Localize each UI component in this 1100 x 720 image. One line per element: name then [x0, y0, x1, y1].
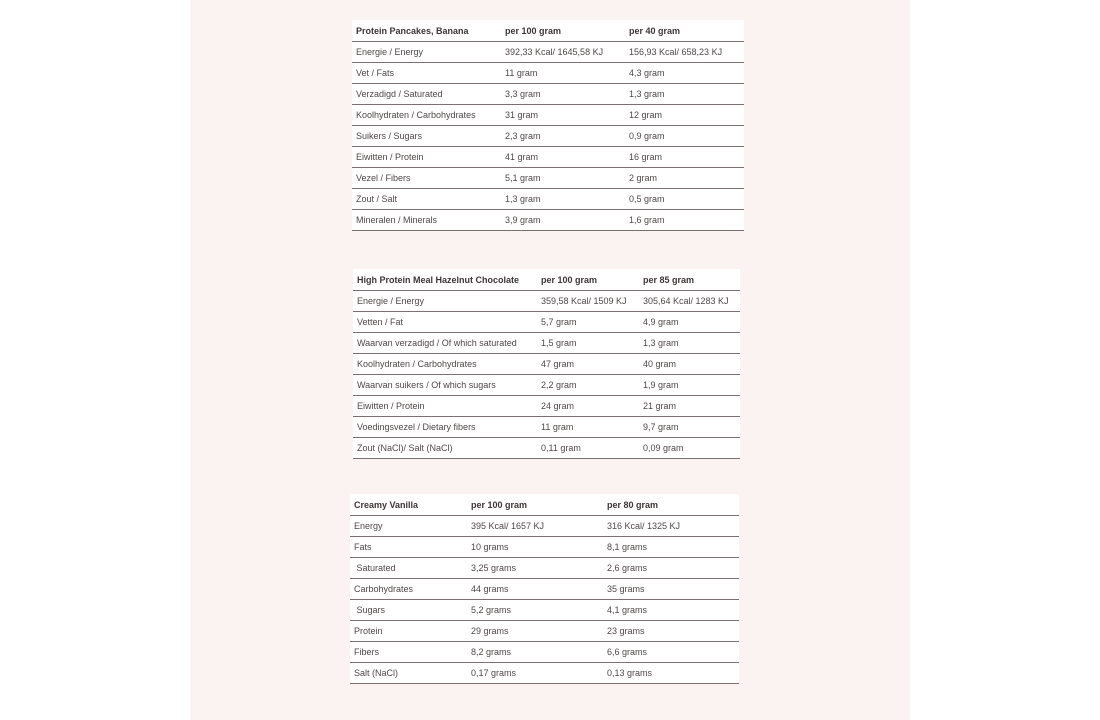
nutrient-label: Eiwitten / Protein	[352, 147, 501, 168]
nutrient-label: Energy	[350, 516, 467, 537]
table-row	[350, 642, 739, 663]
table-row	[353, 333, 740, 354]
per-100-value: 11 gram	[501, 63, 625, 84]
per-portion-value: 4,9 gram	[639, 312, 740, 333]
per-portion-value: 12 gram	[625, 105, 744, 126]
nutrient-label: Saturated	[350, 558, 467, 579]
nutrient-label: Fibers	[350, 642, 467, 663]
table-row	[353, 438, 740, 459]
table-row	[352, 126, 744, 147]
nutrient-label: Vezel / Fibers	[352, 168, 501, 189]
nutrient-label: Zout / Salt	[352, 189, 501, 210]
per-portion-value: 0,5 gram	[625, 189, 744, 210]
nutrient-label: Voedingsvezel / Dietary fibers	[353, 417, 537, 438]
per-portion-value: 2 gram	[625, 168, 744, 189]
per-portion-value: 35 grams	[603, 579, 739, 600]
nutrient-label: Koolhydraten / Carbohydrates	[352, 105, 501, 126]
per-portion-value: 0,09 gram	[639, 438, 740, 459]
nutrient-label: Salt (NaCl)	[350, 663, 467, 684]
nutrient-label: Vet / Fats	[352, 63, 501, 84]
per-100-value: 392,33 Kcal/ 1645,58 KJ	[501, 42, 625, 63]
per-100-value: 1,3 gram	[501, 189, 625, 210]
table-header-row	[352, 20, 744, 42]
per-portion-value: 4,3 gram	[625, 63, 744, 84]
per-100-value: 3,9 gram	[501, 210, 625, 231]
per-100-value: 10 grams	[467, 537, 603, 558]
per-portion-value: 2,6 grams	[603, 558, 739, 579]
per-100-value: 31 gram	[501, 105, 625, 126]
nutrient-label: Energie / Energy	[353, 291, 537, 312]
product-name-header: High Protein Meal Hazelnut Chocolate	[353, 269, 537, 291]
per-100-value: 3,3 gram	[501, 84, 625, 105]
per-portion-value: 23 grams	[603, 621, 739, 642]
nutrient-label: Zout (NaCl)/ Salt (NaCl)	[353, 438, 537, 459]
table-row	[350, 558, 739, 579]
per-portion-header: per 40 gram	[625, 20, 744, 42]
table-row	[352, 168, 744, 189]
per-portion-value: 9,7 gram	[639, 417, 740, 438]
table-header-row	[353, 269, 740, 291]
table-row	[352, 63, 744, 84]
nutrition-table-hazelnut-chocolate	[353, 269, 740, 459]
nutrient-label: Energie / Energy	[352, 42, 501, 63]
per-100-header: per 100 gram	[501, 20, 625, 42]
per-portion-value: 0,9 gram	[625, 126, 744, 147]
per-100-value: 0,11 gram	[537, 438, 639, 459]
per-100-value: 5,7 gram	[537, 312, 639, 333]
table-row	[353, 354, 740, 375]
per-portion-value: 16 gram	[625, 147, 744, 168]
per-portion-value: 8,1 grams	[603, 537, 739, 558]
nutrient-label: Carbohydrates	[350, 579, 467, 600]
per-100-value: 5,2 grams	[467, 600, 603, 621]
per-100-value: 359,58 Kcal/ 1509 KJ	[537, 291, 639, 312]
per-portion-header: per 85 gram	[639, 269, 740, 291]
nutrition-table-pancakes	[352, 20, 744, 231]
per-100-header: per 100 gram	[537, 269, 639, 291]
per-portion-value: 1,3 gram	[639, 333, 740, 354]
table-row	[350, 621, 739, 642]
per-portion-value: 21 gram	[639, 396, 740, 417]
table-row	[352, 210, 744, 231]
nutrient-label: Koolhydraten / Carbohydrates	[353, 354, 537, 375]
table-row	[353, 417, 740, 438]
per-100-value: 47 gram	[537, 354, 639, 375]
nutrient-label: Vetten / Fat	[353, 312, 537, 333]
per-100-value: 8,2 grams	[467, 642, 603, 663]
product-name-header: Protein Pancakes, Banana	[352, 20, 501, 42]
per-100-value: 41 gram	[501, 147, 625, 168]
per-100-value: 1,5 gram	[537, 333, 639, 354]
table-row	[353, 312, 740, 333]
nutrient-label: Verzadigd / Saturated	[352, 84, 501, 105]
nutrient-label: Waarvan suikers / Of which sugars	[353, 375, 537, 396]
per-100-value: 0,17 grams	[467, 663, 603, 684]
nutrient-label: Protein	[350, 621, 467, 642]
per-100-value: 3,25 grams	[467, 558, 603, 579]
per-portion-value: 316 Kcal/ 1325 KJ	[603, 516, 739, 537]
nutrient-label: Suikers / Sugars	[352, 126, 501, 147]
per-100-value: 11 gram	[537, 417, 639, 438]
per-portion-value: 1,9 gram	[639, 375, 740, 396]
table-row	[352, 105, 744, 126]
per-portion-value: 1,6 gram	[625, 210, 744, 231]
table-row	[350, 600, 739, 621]
per-portion-value: 6,6 grams	[603, 642, 739, 663]
product-name-header: Creamy Vanilla	[350, 494, 467, 516]
per-100-header: per 100 gram	[467, 494, 603, 516]
table-header-row	[350, 494, 739, 516]
per-portion-value: 4,1 grams	[603, 600, 739, 621]
nutrient-label: Mineralen / Minerals	[352, 210, 501, 231]
per-100-value: 29 grams	[467, 621, 603, 642]
table-row	[353, 291, 740, 312]
nutrition-table-creamy-vanilla	[350, 494, 739, 684]
table-row	[350, 663, 739, 684]
nutrient-label: Fats	[350, 537, 467, 558]
nutrient-label: Waarvan verzadigd / Of which saturated	[353, 333, 537, 354]
per-portion-header: per 80 gram	[603, 494, 739, 516]
table-row	[353, 375, 740, 396]
per-100-value: 24 gram	[537, 396, 639, 417]
nutrient-label: Eiwitten / Protein	[353, 396, 537, 417]
per-portion-value: 1,3 gram	[625, 84, 744, 105]
table-row	[350, 579, 739, 600]
table-row	[352, 147, 744, 168]
per-100-value: 5,1 gram	[501, 168, 625, 189]
table-row	[353, 396, 740, 417]
table-row	[350, 537, 739, 558]
per-portion-value: 156,93 Kcal/ 658,23 KJ	[625, 42, 744, 63]
per-100-value: 44 grams	[467, 579, 603, 600]
table-row	[352, 84, 744, 105]
per-100-value: 2,3 gram	[501, 126, 625, 147]
per-100-value: 395 Kcal/ 1657 KJ	[467, 516, 603, 537]
table-row	[350, 516, 739, 537]
per-portion-value: 305,64 Kcal/ 1283 KJ	[639, 291, 740, 312]
nutrient-label: Sugars	[350, 600, 467, 621]
per-portion-value: 40 gram	[639, 354, 740, 375]
table-row	[352, 42, 744, 63]
table-row	[352, 189, 744, 210]
per-portion-value: 0,13 grams	[603, 663, 739, 684]
per-100-value: 2,2 gram	[537, 375, 639, 396]
